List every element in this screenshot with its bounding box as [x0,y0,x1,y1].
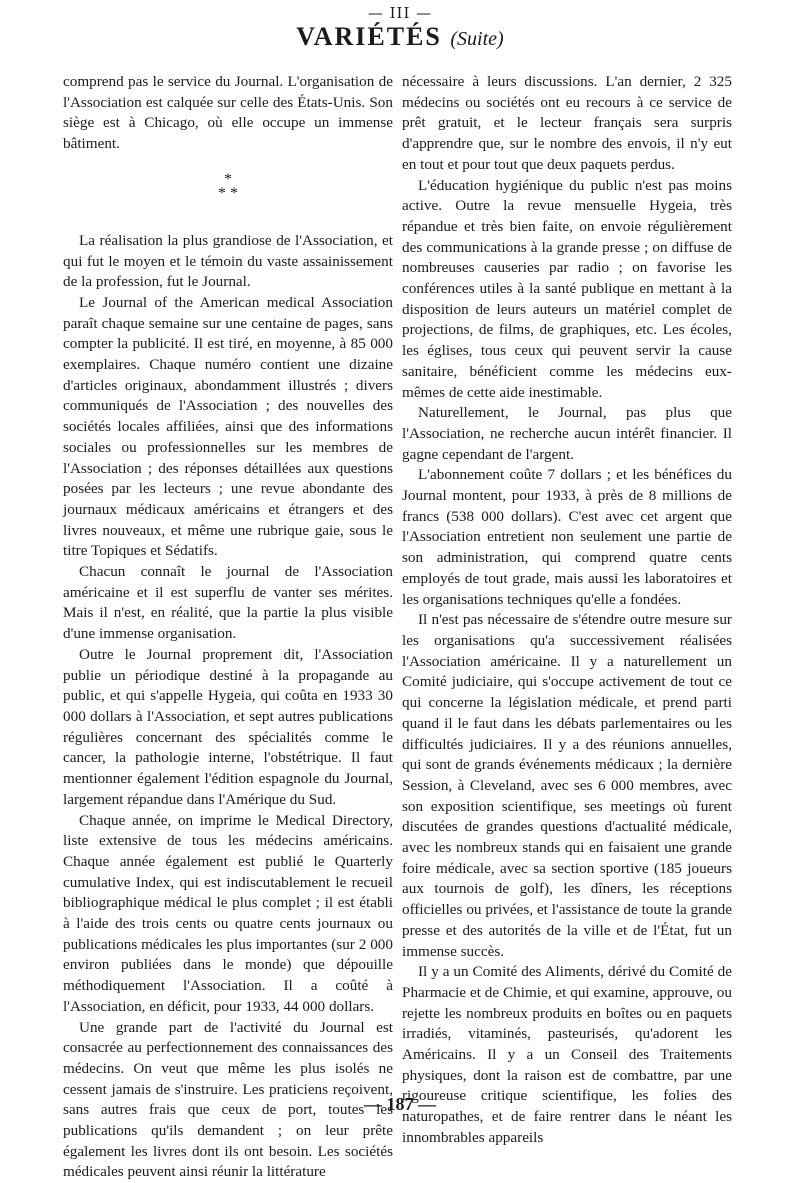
paragraph: L'abonnement coûte 7 dollars ; et les bénéfices du Journal montent, pour 1933, à près de 8 millions de francs (538 000 dollars). C'est avec cet argent que l'Association entretient non seulement une partie de son administration, qui comprend quatre cents employés de tout grade, mais aussi les laboratoires et les organisations techniques qu'elle a fondées. [402,466,732,608]
paragraph: Il n'est pas nécessaire de s'étendre outre mesure sur les organisations qu'a successivement réalisées l'Association américaine. Il y a naturellement un Comité judiciaire, qui s'occupe activement de tout ce qui concerne la législation médicale, et prend parti quand il le faut dans les débats parlementaires ou les difficultés judiciaires. Il y a des réunions annuelles, qui sont de grands événements médicaux ; la dernière Session, à Cleveland, avec ses 6 000 membres, avec son exposition scientifique, ses meetings où furent discutées de grandes questions d'actualité médicale, avec les nombreux stands qui en faisaient une grande foire médicale, avec sa section sportive (185 joueurs aux tournois de golf), les dîners, les réceptions officielles ou privées, et l'assistance de toute la grande presse et des autorités de la ville et de l'État, fut un immense succès. [402,611,732,960]
header-page-roman: — III — [367,4,433,22]
paragraph: Une grande part de l'activité du Journal est consacrée au perfectionnement des connaissances des médecins. On veut que même les plus isolés ne cessent jamais de s'instruire. Les praticiens reçoivent, sans autres frais que ceux de port, toutes les publications qu'ils demandent ; on leur prête également les livres dont ils ont besoin. Les sociétés médicales peuvent ainsi réunir la littérature [63,1018,393,1181]
paragraph: L'éducation hygiénique du public n'est pas moins active. Outre la revue mensuelle Hygeia, très répandue et très bien faite, on envoie régulièrement des communications à la grande presse ; on diffuse de nombreuses causeries par radio ; on favorise les conférences utiles à la santé publique en mettant à la disposition de leurs auteurs un matériel complet de projections, de films, de graphiques, etc. Les écoles, les églises, tous ceux qui peuvent servir la cause sanitaire, bénéficient comme les médecins eux-mêmes de cette aide inestimable. [402,176,732,401]
paragraph: Naturellement, le Journal, pas plus que l'Association, ne recherche aucun intérêt financier. Il gagne cependant de l'argent. [402,404,732,463]
asterism-bottom: * * [218,184,238,202]
left-column [63,72,393,1183]
page-number: — 187 — [364,1094,436,1114]
section-title [0,22,800,52]
asterism-top: * [224,170,232,188]
section-title-suite: (Suite) [450,28,504,50]
paragraph: Outre le Journal proprement dit, l'Association publie un périodique destiné à la propagande au public, et qui s'appelle Hygeia, qui coûta en 1933 30 000 dollars à l'Association, et sept autres publications régulières concernant des spécialités comme le cancer, la pathologie interne, l'obstétrique. Il faut mentionner également l'édition espagnole du Journal, largement répandue dans l'Amérique du Sud. [63,645,393,808]
section-title-text: VARIÉTÉS [296,22,442,51]
paragraph: Le Journal of the American medical Association paraît chaque semaine sur une centaine de pages, sans compter la publicité. Il est tiré, en moyenne, à 85 000 exemplaires. Chaque numéro contient une dizaine d'articles originaux, abondamment illustrés ; divers communiqués de l'Association ; des nouvelles des sociétés locales affiliées, ainsi que des informations sociales ou professionnelles sur les membres de l'Association ; des réponses détaillées aux questions posées par les lecteurs ; une revue abondante des journaux médicaux américains et étrangers et des livres nouveaux, et même une rubrique gaie, sous le titre Topiques et Sédatifs. [63,293,393,560]
paragraph: Chacun connaît le journal de l'Association américaine et il est superflu de vanter ses mérites. Mais il n'est, en réalité, que la partie la plus visible d'une immense organisation. [63,563,393,643]
paragraph: La réalisation la plus grandiose de l'Association, et qui fut le moyen et le témoin du vaste assainissement de la profession, fut le Journal. [63,231,393,291]
paragraph: Il y a un Comité des Aliments, dérivé du Comité de Pharmacie et de Chimie, et qui examine, approuve, ou rejette les nombreux produits en boîtes ou en paquets irradiés, vitaminés, pasteurisés, qu'adorent les Américains. Il y a un Conseil des Traitements physiques, dont la raison est de combattre, par une rigoureuse critique scientifique, les folies des naturopathes, et de faire rentrer dans le néant les innombrables appareils [402,963,732,1146]
paragraph: Chaque année, on imprime le Medical Directory, liste extensive de tous les médecins américains. Chaque année également est publié le Quarterly cumulative Index, qui est indiscutablement le recueil bibliographique médical le plus complet ; il est établi à l'aide des trois cents ou quatre cents journaux ou publications médicales les plus importantes (sur 2 000 environ publiées dans le monde) que dépouille méthodiquement l'Association. Il a coûté à l'Association, en déficit, pour 1933, 44 000 dollars. [63,811,393,1015]
asterism [63,170,393,202]
paragraph: comprend pas le service du Journal. L'organisation de l'Association est calquée sur celle des États-Unis. Son siège est à Chicago, où elle occupe un immense bâtiment. [63,73,393,153]
paragraph: nécessaire à leurs discussions. L'an dernier, 2 325 médecins ou sociétés ont eu recours à ce service de prêt gratuit, et le lecteur français sera surpris d'apprendre que, sur le nombre des envois, il n'y eut en tout et pour tout que deux paquets perdus. [402,73,732,173]
right-column [402,72,732,1149]
